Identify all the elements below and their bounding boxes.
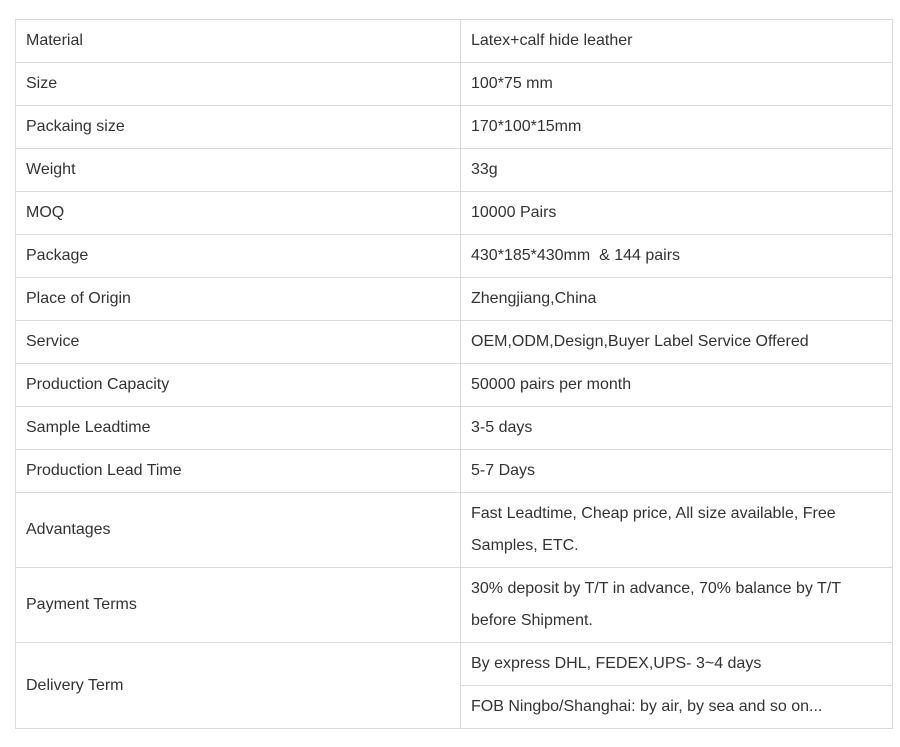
row-value: OEM,ODM,Design,Buyer Label Service Offered [461, 321, 893, 364]
delivery-term-value: By express DHL, FEDEX,UPS- 3~4 days [461, 643, 893, 686]
delivery-term-label: Delivery Term [16, 643, 461, 729]
row-value: 33g [461, 149, 893, 192]
table-row [16, 63, 893, 106]
row-value: 100*75 mm [461, 63, 893, 106]
row-value: 170*100*15mm [461, 106, 893, 149]
table-row [16, 568, 893, 643]
table-row [16, 235, 893, 278]
row-label: Size [16, 63, 461, 106]
table-row [16, 192, 893, 235]
row-value: Latex+calf hide leather [461, 20, 893, 63]
row-value: 50000 pairs per month [461, 364, 893, 407]
row-value: 30% deposit by T/T in advance, 70% balance by T/T before Shipment. [461, 568, 893, 643]
delivery-term-value: FOB Ningbo/Shanghai: by air, by sea and so on... [461, 686, 893, 729]
table-row [16, 278, 893, 321]
row-value: 5-7 Days [461, 450, 893, 493]
table-row [16, 106, 893, 149]
row-value: 10000 Pairs [461, 192, 893, 235]
row-label: Weight [16, 149, 461, 192]
spec-table [15, 19, 893, 729]
table-row [16, 364, 893, 407]
table-row [16, 643, 893, 686]
table-row [16, 321, 893, 364]
row-label: Production Lead Time [16, 450, 461, 493]
row-label: Advantages [16, 493, 461, 568]
row-label: Sample Leadtime [16, 407, 461, 450]
row-label: Place of Origin [16, 278, 461, 321]
row-label: Material [16, 20, 461, 63]
row-label: Service [16, 321, 461, 364]
table-row [16, 407, 893, 450]
row-label: MOQ [16, 192, 461, 235]
row-label: Payment Terms [16, 568, 461, 643]
row-value: Zhengjiang,China [461, 278, 893, 321]
row-label: Packaing size [16, 106, 461, 149]
table-row [16, 149, 893, 192]
table-row [16, 493, 893, 568]
row-value: Fast Leadtime, Cheap price, All size available, Free Samples, ETC. [461, 493, 893, 568]
row-value: 430*185*430mm & 144 pairs [461, 235, 893, 278]
row-value: 3-5 days [461, 407, 893, 450]
table-row [16, 450, 893, 493]
row-label: Package [16, 235, 461, 278]
table-row [16, 20, 893, 63]
row-label: Production Capacity [16, 364, 461, 407]
